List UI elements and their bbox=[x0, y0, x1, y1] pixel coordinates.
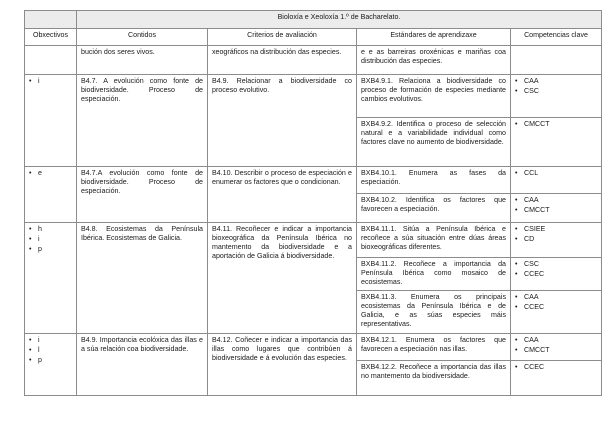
obxectivo-item: • p bbox=[29, 245, 72, 254]
cell-obxectivos bbox=[25, 167, 77, 223]
obxectivo-item: • h bbox=[29, 225, 72, 234]
obxectivo-item: • i bbox=[29, 235, 72, 244]
cell-criterios: B4.11. Recoñecer e indicar a importancia bioxeográfica da Península Ibérica no mantemento da biodiversidade e a aportación de Galicia á biodiversidade. bbox=[208, 223, 357, 334]
cell-obxectivos bbox=[25, 75, 77, 167]
cell-estandar: BXB4.10.1. Enumera as fases da especiación. bbox=[357, 167, 511, 194]
cell-obxectivos bbox=[25, 223, 77, 334]
cell-estandar: BXB4.12.2. Recoñece a importancia das illas no mantemento da biodiversidade. bbox=[357, 361, 511, 396]
competencia-item: • CMCCT bbox=[515, 120, 597, 129]
competencia-item: • CMCCT bbox=[515, 346, 597, 355]
curriculum-table bbox=[24, 10, 602, 396]
cell-competencias bbox=[511, 75, 602, 118]
table-title-row bbox=[25, 11, 602, 29]
obxectivo-item: • e bbox=[29, 169, 72, 178]
table-row-continuation bbox=[25, 46, 602, 75]
cell-competencias bbox=[511, 194, 602, 223]
cell-obxectivos bbox=[25, 46, 77, 75]
cell-contidos: B4.7. A evolución como fonte de biodiversidade. Proceso de especiación. bbox=[77, 75, 208, 167]
cell-criterios: xeográficos na distribución das especies. bbox=[208, 46, 357, 75]
cell-obxectivos bbox=[25, 334, 77, 396]
table-row bbox=[25, 223, 602, 258]
cell-competencias bbox=[511, 46, 602, 75]
header-contidos: Contidos bbox=[77, 29, 208, 46]
table-header-row bbox=[25, 29, 602, 46]
header-criterios: Criterios de avaliación bbox=[208, 29, 357, 46]
cell-estandar: BXB4.9.1. Relaciona a biodiversidade co proceso de formación de especies mediante cambios evolutivos. bbox=[357, 75, 511, 118]
cell-estandar: BXB4.12.1. Enumera os factores que favorecen a especiación nas illas. bbox=[357, 334, 511, 361]
cell-estandar: BXB4.11.3. Enumera os principais ecosistemas da Península Ibérica e de Galicia, e as súas especies máis representativas. bbox=[357, 291, 511, 334]
title-corner-cell bbox=[25, 11, 77, 29]
cell-criterios: B4.9. Relacionar a biodiversidade co proceso evolutivo. bbox=[208, 75, 357, 167]
cell-estandar: BXB4.10.2. Identifica os factores que favorecen a especiación. bbox=[357, 194, 511, 223]
cell-competencias bbox=[511, 258, 602, 291]
cell-estandar: BXB4.11.2. Recoñece a importancia da Península Ibérica como mosaico de ecosistemas. bbox=[357, 258, 511, 291]
cell-competencias bbox=[511, 291, 602, 334]
cell-contidos: bución dos seres vivos. bbox=[77, 46, 208, 75]
competencia-item: • CCEC bbox=[515, 363, 597, 372]
table-title: Bioloxía e Xeoloxía 1.º de Bacharelato. bbox=[77, 11, 602, 29]
cell-estandar: BXB4.9.2. Identifica o proceso de selección natural e a variabilidade individual como factores clave no aumento de biodiversidade. bbox=[357, 118, 511, 167]
table-row bbox=[25, 75, 602, 118]
competencia-item: • CAA bbox=[515, 336, 597, 345]
competencia-item: • CSC bbox=[515, 260, 597, 269]
cell-criterios: B4.10. Describir o proceso de especiación e enumerar os factores que o condicionan. bbox=[208, 167, 357, 223]
competencia-item: • CCEC bbox=[515, 303, 597, 312]
cell-competencias bbox=[511, 361, 602, 396]
cell-contidos: B4.9. Importancia ecolóxica das illas e a súa relación coa biodiversidade. bbox=[77, 334, 208, 396]
cell-estandar: BXB4.11.1. Sitúa a Península Ibérica e recoñece a súa situación entre dúas áreas bioxeográficas diferentes. bbox=[357, 223, 511, 258]
obxectivo-item: • i bbox=[29, 77, 72, 86]
competencia-item: • CCL bbox=[515, 169, 597, 178]
competencia-item: • CD bbox=[515, 235, 597, 244]
competencia-item: • CSIEE bbox=[515, 225, 597, 234]
competencia-item: • CAA bbox=[515, 196, 597, 205]
header-obxectivos: Obxectivos bbox=[25, 29, 77, 46]
competencia-item: • CAA bbox=[515, 77, 597, 86]
table-row bbox=[25, 334, 602, 361]
cell-competencias bbox=[511, 334, 602, 361]
header-competencias: Competencias clave bbox=[511, 29, 602, 46]
obxectivo-item: • l bbox=[29, 346, 72, 355]
competencia-item: • CMCCT bbox=[515, 206, 597, 215]
cell-competencias bbox=[511, 223, 602, 258]
cell-competencias bbox=[511, 167, 602, 194]
cell-contidos: B4.7.A evolución como fonte de biodiversidade. Proceso de especiación. bbox=[77, 167, 208, 223]
cell-contidos: B4.8. Ecosistemas da Península Ibérica. Ecosistemas de Galicia. bbox=[77, 223, 208, 334]
table-row bbox=[25, 167, 602, 194]
competencia-item: • CAA bbox=[515, 293, 597, 302]
obxectivo-item: • p bbox=[29, 356, 72, 365]
cell-estandar: e e as barreiras oroxénicas e mariñas coa distribución das especies. bbox=[357, 46, 511, 75]
cell-criterios: B4.12. Coñecer e indicar a importancia das illas como lugares que contribúen á biodiversidade e á evolución das especies. bbox=[208, 334, 357, 396]
competencia-item: • CSC bbox=[515, 87, 597, 96]
cell-competencias bbox=[511, 118, 602, 167]
header-estandares: Estándares de aprendizaxe bbox=[357, 29, 511, 46]
competencia-item: • CCEC bbox=[515, 270, 597, 279]
obxectivo-item: • i bbox=[29, 336, 72, 345]
